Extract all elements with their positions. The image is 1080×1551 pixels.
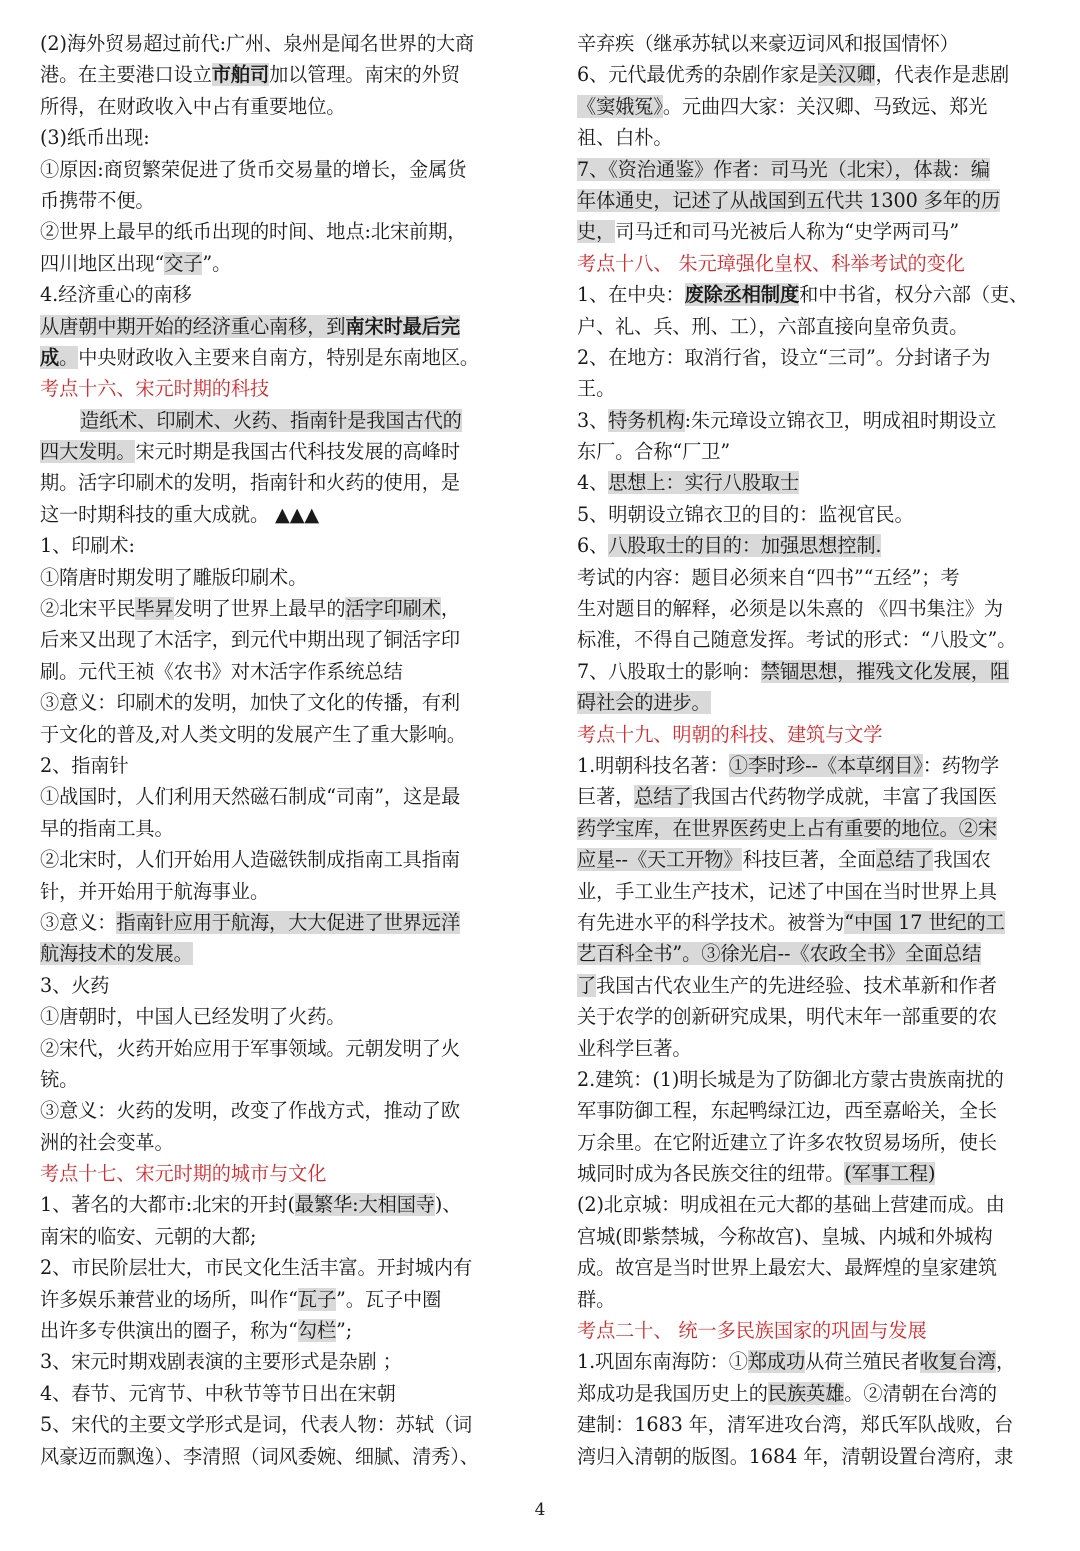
highlighted-text: 。③徐光启--《农政全书》全面总结 xyxy=(682,942,982,966)
text-run: 郑成功是我国历史上的 xyxy=(577,1381,768,1405)
text-line xyxy=(40,687,510,718)
highlighted-text: 年体通史，记述了从战国到五代共 1300 多年的历 xyxy=(577,188,1001,212)
text-line xyxy=(577,593,1047,624)
text-run: 3、火药 xyxy=(40,973,110,997)
text-run: 业科学巨著。 xyxy=(577,1036,692,1060)
highlighted-text: 关汉卿 xyxy=(818,63,876,87)
text-run: 3、宋元时期戏剧表演的主要形式是杂剧 ； xyxy=(40,1350,402,1374)
text-line xyxy=(577,562,1047,593)
text-run: 中央财政收入主要来自南方，特别是东南地区。 xyxy=(78,345,480,369)
text-run: (2)北京城：明成祖在元大都的基础上营建而成。由 xyxy=(577,1193,1005,1217)
text-run: 于文化的普及,对人类文明的发展产生了重大影响。 xyxy=(40,722,466,746)
text-line xyxy=(40,311,510,342)
text-run: )、 xyxy=(434,1193,462,1217)
text-line xyxy=(577,907,1047,938)
left-column xyxy=(40,28,510,1472)
text-line xyxy=(40,405,510,436)
text-run: ”; xyxy=(336,1319,353,1343)
text-line xyxy=(40,122,510,153)
text-run: ②宋代，火药开始应用于军事领域。元朝发明了火 xyxy=(40,1036,460,1060)
text-run: 科技巨著，全面 xyxy=(742,848,877,872)
text-line xyxy=(40,467,510,498)
text-line xyxy=(577,1378,1047,1409)
text-line xyxy=(577,938,1047,969)
section-heading xyxy=(40,1158,510,1189)
text-run: 成。故宫是当时世界上最宏大、最辉煌的皇家建筑 xyxy=(577,1256,997,1280)
text-line xyxy=(577,1095,1047,1126)
text-line xyxy=(40,813,510,844)
text-run: 群。 xyxy=(577,1287,616,1311)
highlighted-text: 碍社会的进步。 xyxy=(577,691,711,715)
text-line xyxy=(40,1315,510,1346)
text-run: 3、 xyxy=(577,408,609,432)
text-line xyxy=(40,342,510,373)
text-run: 宋元时期是我国古代科技发展的高峰时 xyxy=(135,440,460,464)
text-line xyxy=(40,593,510,624)
text-run: ③意义：火药的发明，改变了作战方式，推动了欧 xyxy=(40,1099,460,1123)
text-run: 期。活字印刷术的发明，指南针和火药的使用，是 xyxy=(40,471,460,495)
text-run: ，代表作是悲剧 xyxy=(875,63,1010,87)
highlighted-text: 《窦娥冤》 xyxy=(577,94,663,118)
text-run: ①隋唐时期发明了雕版印刷术。 xyxy=(40,565,308,589)
text-line xyxy=(40,1127,510,1158)
text-line xyxy=(40,154,510,185)
text-line xyxy=(40,436,510,467)
text-run: 港。在主要港口设立 xyxy=(40,63,212,87)
text-line xyxy=(577,1001,1047,1032)
text-run: ， xyxy=(995,1350,1016,1374)
page-number: 4 xyxy=(534,1500,546,1520)
text-run: 生对题目的解释，必须是以朱熹的 《四书集注》为 xyxy=(577,597,1003,621)
text-run: 5、宋代的主要文学形式是词，代表人物：苏轼（词 xyxy=(40,1413,473,1437)
text-run: 1、印刷术: xyxy=(40,534,135,558)
text-run: ， xyxy=(440,597,460,621)
text-run: ：药物学 xyxy=(922,753,1000,777)
highlighted-text: 了 xyxy=(577,973,597,997)
text-run: 许多娱乐兼营业的场所，叫作“ xyxy=(40,1287,298,1311)
text-run: 业，手工业生产技术，记述了中国在当时世界上具 xyxy=(577,879,997,903)
text-line xyxy=(577,91,1047,122)
text-line xyxy=(577,970,1047,1001)
text-run: 关于农学的创新研究成果，明代末年一部重要的农 xyxy=(577,1005,997,1029)
text-run: ①原因:商贸繁荣促进了货币交易量的增长，金属货 xyxy=(40,157,467,181)
text-line xyxy=(577,342,1047,373)
text-run: 1、在中央： xyxy=(577,283,685,307)
text-run: 王。 xyxy=(577,377,616,401)
text-line xyxy=(40,907,510,938)
text-run: 加以管理。南宋的外贸 xyxy=(269,63,460,87)
text-line xyxy=(577,59,1047,90)
text-line xyxy=(577,1064,1047,1095)
text-line xyxy=(40,970,510,1001)
text-run: 5、明朝设立锦衣卫的目的：监视官民。 xyxy=(577,502,914,526)
highlighted-text: ①李时珍--《本草纲目》 xyxy=(728,753,923,777)
text-run: 考点十九、明朝的科技、建筑与文学 xyxy=(577,722,883,746)
highlighted-text: 指南针应用于航海，大大促进了世界远洋 xyxy=(116,910,460,934)
text-run: 后来又出现了木活字，到元代中期出现了铜活字印 xyxy=(40,628,460,652)
text-line xyxy=(40,1441,510,1472)
text-run: 南宋的临安、元朝的大都; xyxy=(40,1224,257,1248)
text-run: 1.明朝科技名著： xyxy=(577,753,729,777)
highlighted-text: 市舶司 xyxy=(211,63,270,87)
highlighted-text: 7、《资治通鉴》作者：司马光（北宋），体裁：编 xyxy=(577,157,990,181)
text-run: 。元曲四大家：关汉卿、马致远、郑光 xyxy=(662,94,988,118)
text-line xyxy=(577,1252,1047,1283)
text-line xyxy=(577,405,1047,436)
highlighted-text: 艺百科全书” xyxy=(577,942,683,966)
text-line xyxy=(577,1284,1047,1315)
text-line xyxy=(577,28,1047,59)
text-line xyxy=(577,216,1047,247)
text-run: 铳。 xyxy=(40,1067,79,1091)
text-line xyxy=(40,1284,510,1315)
text-run: ①战国时，人们利用天然磁石制成“司南”，这是最 xyxy=(40,785,461,809)
text-line xyxy=(577,813,1047,844)
highlighted-text: 。 xyxy=(59,345,79,369)
text-line xyxy=(40,216,510,247)
highlighted-text: 成 xyxy=(40,345,60,369)
text-line xyxy=(577,656,1047,687)
text-line xyxy=(40,91,510,122)
text-run: 刷。元代王祯《农书》对木活字作系统总结 xyxy=(40,659,403,683)
text-line xyxy=(40,719,510,750)
text-run: 巨著， xyxy=(577,785,635,809)
text-run: 风豪迈而飘逸）、李清照（词风委婉、细腻、清秀）、 xyxy=(40,1444,479,1468)
highlighted-text: 特务机构 xyxy=(608,408,685,432)
text-run: 司马迁和司马光被后人称为“史学两司马” xyxy=(615,220,960,244)
text-line xyxy=(40,1409,510,1440)
text-line xyxy=(577,750,1047,781)
highlighted-text: 交子 xyxy=(164,251,203,275)
highlighted-text: 造纸术、印刷术、火药、指南针是我国古代的 xyxy=(80,408,462,432)
text-run: 考点十六、宋元时期的科技 xyxy=(40,377,270,401)
highlighted-text: (军事工程) xyxy=(844,1162,936,1186)
highlighted-text: 废除丞相制度 xyxy=(684,283,800,307)
text-line xyxy=(577,1441,1047,1472)
text-run: ②北宋时，人们开始用人造磁铁制成指南工具指南 xyxy=(40,848,460,872)
highlighted-text: 南宋时最后完 xyxy=(345,314,460,338)
highlighted-text: 收复台湾 xyxy=(919,1350,996,1374)
text-run: 万余里。在它附近建立了许多农牧贸易场所，使长 xyxy=(577,1130,997,1154)
text-run: 。②清朝在台湾的 xyxy=(844,1381,997,1405)
text-run: 1、著名的大都市:北宋的开封( xyxy=(40,1193,295,1217)
text-run: 城同时成为各民族交往的纽带。 xyxy=(577,1162,845,1186)
text-run: ②世界上最早的纸币出现的时间、地点:北宋前期， xyxy=(40,220,467,244)
text-line xyxy=(577,1158,1047,1189)
text-run: 出许多专供演出的圈子，称为“ xyxy=(40,1319,298,1343)
text-run: 4、春节、元宵节、中秋节等节日出在宋朝 xyxy=(40,1381,396,1405)
text-run: 祖、白朴。 xyxy=(577,126,673,150)
text-run: 2、在地方：取消行省，设立“三司”。分封诸子为 xyxy=(577,345,991,369)
text-line xyxy=(577,373,1047,404)
highlighted-text: 思想上：实行八股取士 xyxy=(608,471,800,495)
text-line xyxy=(577,467,1047,498)
highlighted-text: 四大发明。 xyxy=(40,440,136,464)
text-line xyxy=(40,781,510,812)
text-line xyxy=(577,1346,1047,1377)
text-run: 2.建筑：(1)明长城是为了防御北方蒙古贵族南扰的 xyxy=(577,1067,1004,1091)
highlighted-text: ②宋 xyxy=(958,816,997,840)
text-line xyxy=(577,876,1047,907)
text-run: 考点十七、宋元时期的城市与文化 xyxy=(40,1162,327,1186)
text-run: 洲的社会变革。 xyxy=(40,1130,174,1154)
highlighted-text: 郑成功 xyxy=(747,1350,806,1374)
text-run: ③意义：印刷术的发明，加快了文化的传播，有利 xyxy=(40,691,460,715)
text-run: 考点十八、 朱元璋强化皇权、科举考试的变化 xyxy=(577,251,965,275)
text-run: 有先进水平的科学技术。被誉为 xyxy=(577,910,845,934)
highlighted-text: 八股取士的目的：加强思想控制. xyxy=(608,534,882,558)
text-line xyxy=(40,562,510,593)
text-line xyxy=(40,656,510,687)
text-run: 早的指南工具。 xyxy=(40,816,174,840)
text-line xyxy=(577,499,1047,530)
text-run: 针，并开始用于航海事业。 xyxy=(40,879,270,903)
highlighted-text: 航海技术的发展。 xyxy=(40,942,193,966)
text-line xyxy=(577,1033,1047,1064)
highlighted-text: 总结了 xyxy=(634,785,692,809)
text-run: 这一时期科技的重大成就。 ▲▲▲ xyxy=(40,502,320,526)
text-line xyxy=(40,1221,510,1252)
text-line xyxy=(40,59,510,90)
text-line xyxy=(577,436,1047,467)
highlighted-text: 勾栏 xyxy=(297,1319,337,1343)
text-line xyxy=(40,530,510,561)
text-line xyxy=(40,1064,510,1095)
highlighted-text: 最繁华:大相国寺 xyxy=(294,1193,435,1217)
text-run: 从荷兰殖民者 xyxy=(805,1350,920,1374)
text-run: ③意义： xyxy=(40,910,117,934)
text-line xyxy=(577,1127,1047,1158)
text-line xyxy=(577,530,1047,561)
highlighted-text: 药学宝库，在世界医药史上占有重要的地位。 xyxy=(577,816,959,840)
highlighted-text: 史， xyxy=(577,220,616,244)
highlighted-text: 从唐朝中期开始的经济重心南移，到 xyxy=(40,314,346,338)
section-heading xyxy=(577,1315,1047,1346)
text-line xyxy=(40,844,510,875)
text-run: ①唐朝时，中国人已经发明了火药。 xyxy=(40,1005,346,1029)
highlighted-text: 总结了 xyxy=(876,848,934,872)
text-run: 四川地区出现“ xyxy=(40,251,165,275)
text-line xyxy=(40,624,510,655)
text-line xyxy=(577,311,1047,342)
text-line xyxy=(577,624,1047,655)
text-run: 宫城(即紫禁城，今称故宫)、皇城、内城和外城构 xyxy=(577,1224,993,1248)
right-column xyxy=(577,28,1047,1472)
text-line xyxy=(577,154,1047,185)
text-run: 币携带不便。 xyxy=(40,188,155,212)
text-line xyxy=(40,876,510,907)
text-line xyxy=(40,1189,510,1220)
text-line xyxy=(577,279,1047,310)
text-run: 我国古代农业生产的先进经验、技术革新和作者 xyxy=(596,973,997,997)
section-heading xyxy=(577,719,1047,750)
text-run: 6、 xyxy=(577,534,609,558)
text-run: 户、礼、兵、刑、工），六部直接向皇帝负责。 xyxy=(577,314,969,338)
text-run: ”。瓦子中圈 xyxy=(336,1287,442,1311)
section-heading xyxy=(577,248,1047,279)
text-line xyxy=(40,185,510,216)
text-line xyxy=(577,185,1047,216)
text-run: 所得，在财政收入中占有重要地位。 xyxy=(40,94,346,118)
text-line xyxy=(40,248,510,279)
text-run: 湾归入清朝的版图。1684 年，清朝设置台湾府，隶 xyxy=(577,1444,1014,1468)
text-line xyxy=(577,122,1047,153)
text-run: 标准，不得自己随意发挥。考试的形式：“八股文”。 xyxy=(577,628,1017,652)
text-run: 和中书省，权分六部（吏、 xyxy=(799,283,1029,307)
text-line xyxy=(577,844,1047,875)
highlighted-text: “中国 17 世纪的工 xyxy=(844,910,1005,934)
text-line xyxy=(577,1409,1047,1440)
text-line xyxy=(577,1221,1047,1252)
highlighted-text: 活字印刷术 xyxy=(345,597,441,621)
section-heading xyxy=(40,373,510,404)
text-line xyxy=(40,750,510,781)
text-line xyxy=(40,499,510,530)
text-line xyxy=(40,1346,510,1377)
text-run: 考试的内容：题目必须来自“四书”“五经”；考 xyxy=(577,565,960,589)
text-run: 6、元代最优秀的杂剧作家是 xyxy=(577,63,819,87)
highlighted-text: 瓦子 xyxy=(297,1287,337,1311)
highlighted-text: 毕昇 xyxy=(135,597,174,621)
text-line xyxy=(40,279,510,310)
text-run: 2、指南针 xyxy=(40,753,129,777)
text-run: 4.经济重心的南移 xyxy=(40,283,192,307)
text-run: ”。 xyxy=(202,251,232,275)
text-run: 2、市民阶层壮大，市民文化生活丰富。开封城内有 xyxy=(40,1256,473,1280)
text-line xyxy=(577,1189,1047,1220)
text-line xyxy=(40,1095,510,1126)
text-run: 7、八股取士的影响： xyxy=(577,659,761,683)
highlighted-text: 应星--《天工开物》 xyxy=(577,848,743,872)
text-line xyxy=(577,687,1047,718)
text-run: 我国农 xyxy=(933,848,991,872)
text-line xyxy=(577,781,1047,812)
text-line xyxy=(40,1378,510,1409)
text-run: 东厂。合称“厂卫” xyxy=(577,440,731,464)
text-run: (3)纸币出现: xyxy=(40,126,150,150)
highlighted-text: 民族英雄 xyxy=(767,1381,845,1405)
text-run: 发明了世界上最早的 xyxy=(173,597,346,621)
text-line xyxy=(40,28,510,59)
text-run: 考点二十、 统一多民族国家的巩固与发展 xyxy=(577,1319,927,1343)
text-run: 军事防御工程，东起鸭绿江边，西至嘉峪关，全长 xyxy=(577,1099,997,1123)
text-run: ②北宋平民 xyxy=(40,597,136,621)
text-run: 我国古代药物学成就，丰富了我国医 xyxy=(691,785,997,809)
text-line xyxy=(40,938,510,969)
text-line xyxy=(40,1252,510,1283)
text-run: (2)海外贸易超过前代:广州、泉州是闻名世界的大商 xyxy=(40,32,475,55)
text-run: 1.巩固东南海防：① xyxy=(577,1350,748,1374)
text-run: 建制：1683 年，清军进攻台湾，郑氏军队战败，台 xyxy=(577,1413,1014,1437)
text-run: :朱元璋设立锦衣卫，明成祖时期设立 xyxy=(684,408,997,432)
text-line xyxy=(40,1033,510,1064)
text-run: 辛弃疾（继承苏轼以来豪迈词风和报国情怀） xyxy=(577,32,959,55)
highlighted-text: 禁锢思想，摧残文化发展，阻 xyxy=(760,659,1010,683)
text-run: 4、 xyxy=(577,471,609,495)
text-line xyxy=(40,1001,510,1032)
